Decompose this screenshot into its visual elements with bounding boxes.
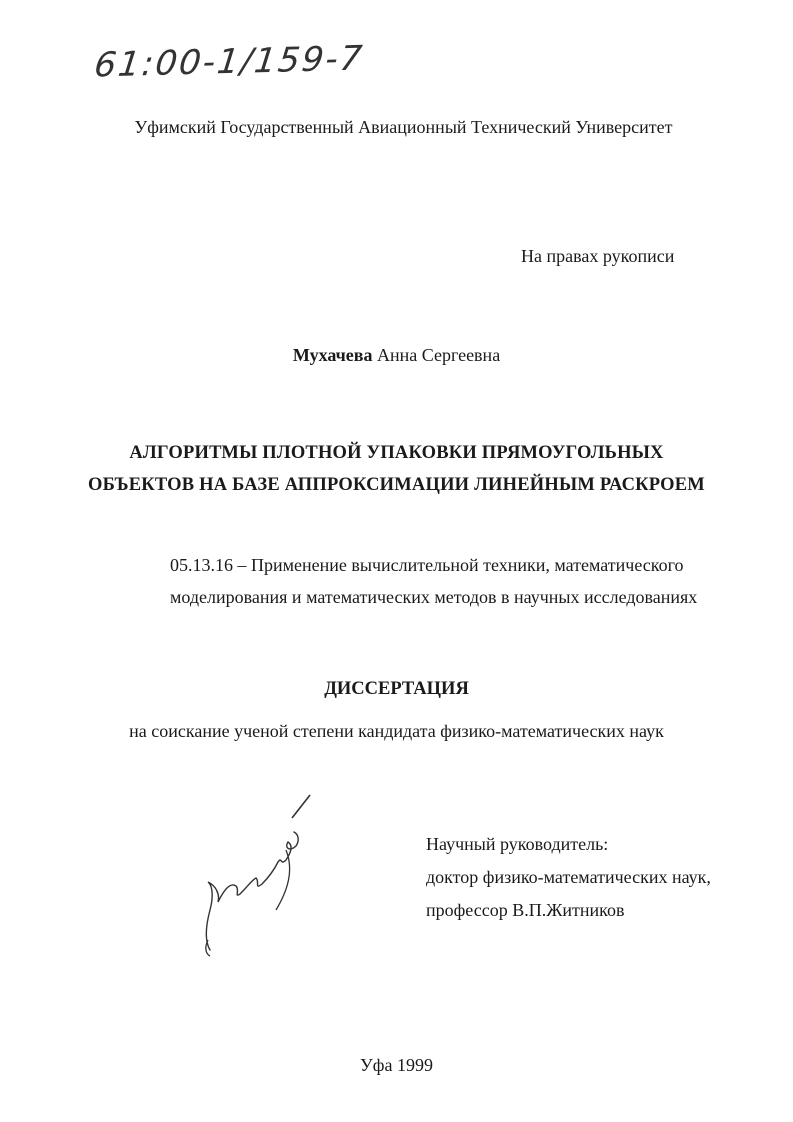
specialty — [170, 549, 697, 613]
rights-note: На правах рукописи — [521, 246, 675, 266]
university-name: Уфимский Государственный Авиационный Технический Университет — [134, 117, 673, 137]
city-year: Уфа 1999 — [360, 1055, 433, 1075]
degree-sought: на соискание ученой степени кандидата физико-математических наук — [129, 721, 664, 741]
author-surname: Мухачева — [292, 345, 373, 365]
archive-number: 61:00-1/159-7 — [92, 38, 366, 86]
title-line-2: ОБЪЕКТОВ НА БАЗЕ АППРОКСИМАЦИИ ЛИНЕЙНЫМ РАСКРОЕМ — [88, 475, 705, 495]
supervisor-degree: доктор физико-математических наук, — [426, 867, 711, 887]
supervisor-heading: Научный руководитель: — [426, 834, 609, 854]
title-line-1: АЛГОРИТМЫ ПЛОТНОЙ УПАКОВКИ ПРЯМОУГОЛЬНЫХ — [129, 443, 664, 463]
author-name — [0, 345, 793, 366]
dissertation-title — [0, 437, 793, 501]
supervisor-block — [426, 828, 711, 927]
specialty-line-2: моделирования и математических методов в научных исследованиях — [170, 587, 698, 607]
supervisor-name: профессор В.П.Житников — [426, 900, 625, 920]
author-given-names: Анна Сергеевна — [376, 345, 501, 365]
specialty-line-1: 05.13.16 – Применение вычислительной техники, математического — [170, 555, 684, 575]
signature-image — [190, 790, 330, 960]
document-type: ДИССЕРТАЦИЯ — [324, 679, 469, 699]
